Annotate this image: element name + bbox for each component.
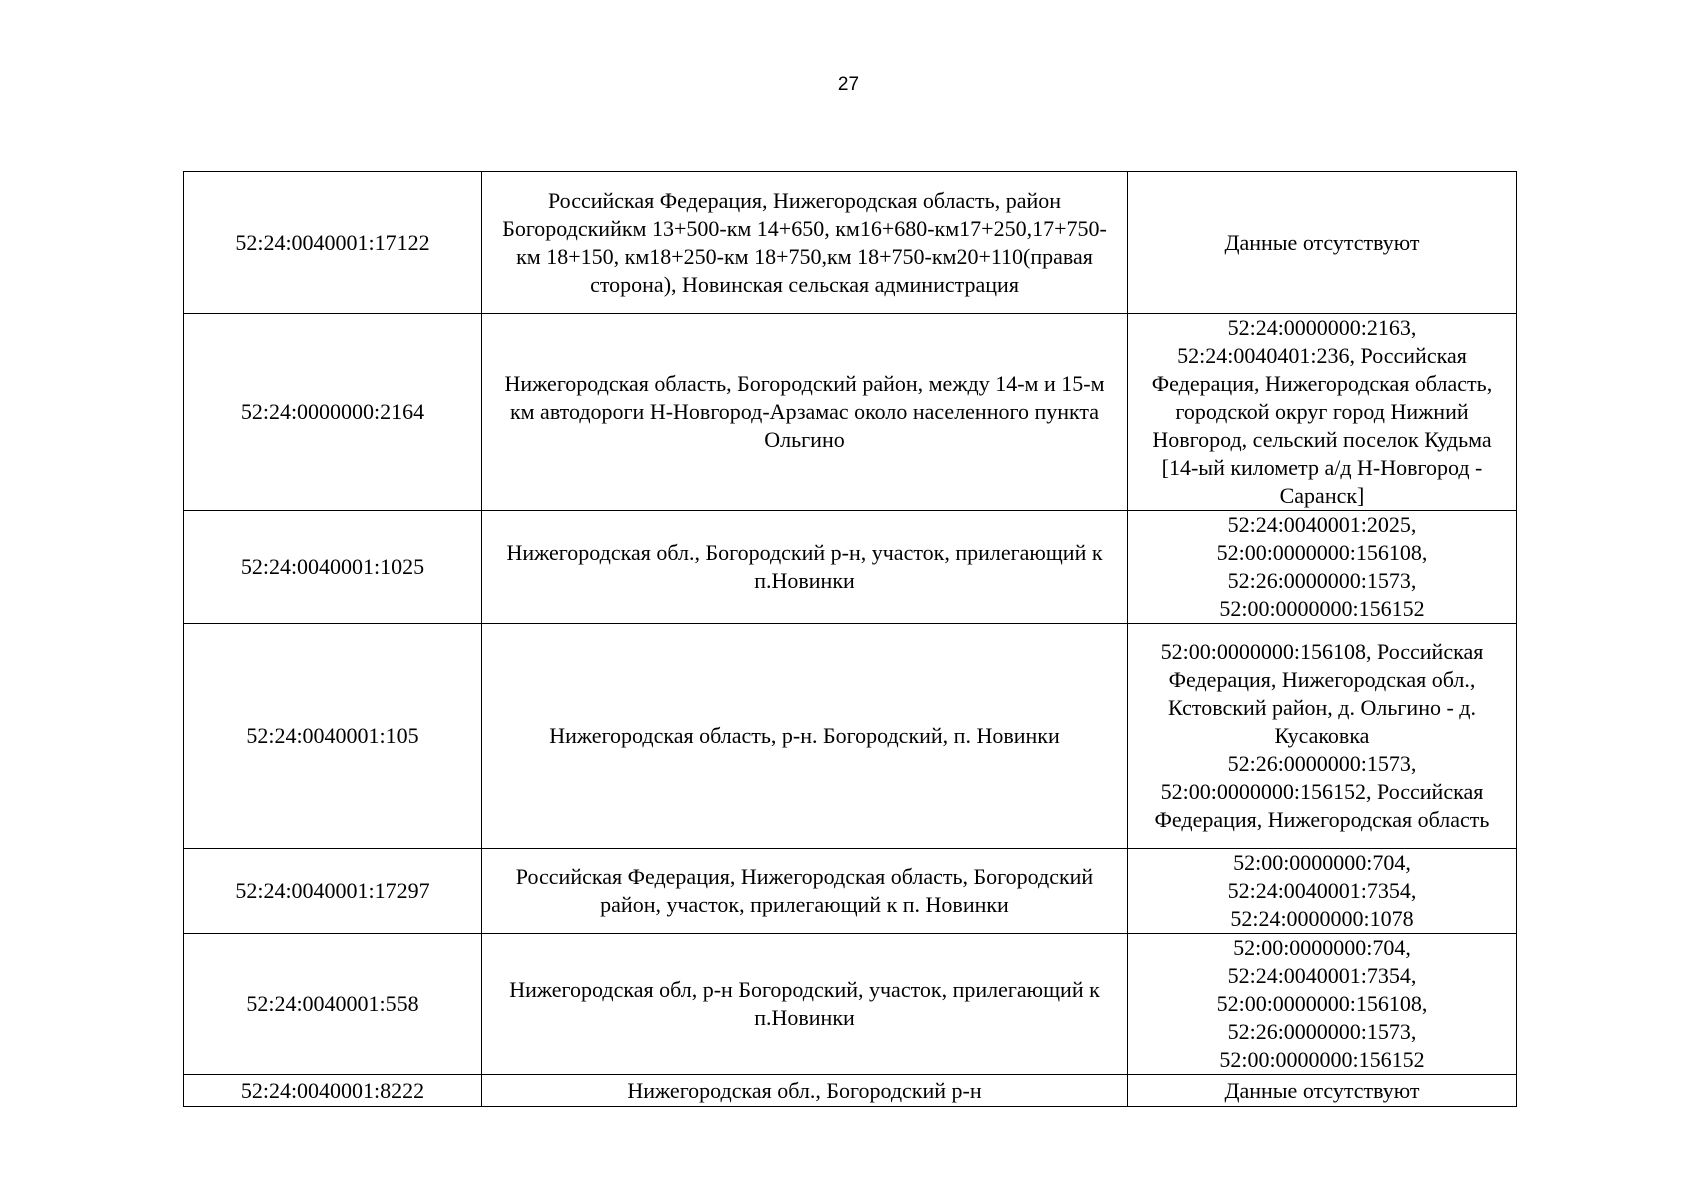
related-object: 52:00:0000000:156108, Российская Федерация, Нижегородская обл., Кстовский район, д. Ольгино - д. Кусаковка (1160, 639, 1484, 748)
page-number: 27 (837, 74, 860, 95)
cadastral-number-cell: 52:24:0000000:2164 (184, 314, 482, 511)
related-object: 52:24:0000000:2163, 52:24:0040401:236, Российская Федерация, Нижегородская область, городской округ город Нижний Новгород, сельский поселок Кудьма [14-ый километр а/д Н-Новгород - Саранск] (1151, 315, 1493, 508)
cadastral-number-cell: 52:24:0040001:1025 (184, 511, 482, 624)
address-cell: Российская Федерация, Нижегородская область, Богородский район, участок, прилегающий к п. Новинки (482, 849, 1128, 934)
related-objects-cell (1128, 1075, 1517, 1107)
table-row (184, 624, 1517, 849)
address-cell: Нижегородская область, р-н. Богородский, п. Новинки (482, 624, 1128, 849)
related-object: 52:00:0000000:156152 (1219, 1047, 1425, 1072)
address-cell: Российская Федерация, Нижегородская область, район Богородскийкм 13+500-км 14+650, км16+680-км17+250,17+750-км 18+150, км18+250-км 18+750,км 18+750-км20+110(правая сторона), Новинская сельская администрация (482, 172, 1128, 314)
related-object: 52:24:0000000:1078 (1230, 906, 1414, 931)
related-object: 52:00:0000000:156152 (1219, 596, 1425, 621)
related-object: 52:00:0000000:156152, Российская Федерация, Нижегородская область (1154, 779, 1490, 832)
cadastral-number-cell: 52:24:0040001:8222 (184, 1075, 482, 1107)
related-objects-cell (1128, 934, 1517, 1075)
related-object: 52:26:0000000:1573, (1227, 568, 1417, 593)
related-objects-cell (1128, 624, 1517, 849)
table-row (184, 934, 1517, 1075)
cadastral-number-cell: 52:24:0040001:105 (184, 624, 482, 849)
cadastral-number-cell: 52:24:0040001:558 (184, 934, 482, 1075)
related-object: 52:24:0040001:7354, (1227, 963, 1417, 988)
table-row (184, 172, 1517, 314)
related-objects-cell (1128, 511, 1517, 624)
address-cell: Нижегородская область, Богородский район, между 14-м и 15-м км автодороги Н-Новгород-Арзамас около населенного пункта Ольгино (482, 314, 1128, 511)
related-objects-cell (1128, 172, 1517, 314)
related-object: Данные отсутствуют (1224, 1077, 1420, 1103)
cadastral-table (183, 171, 1517, 1107)
related-objects-cell (1128, 314, 1517, 511)
table-row (184, 511, 1517, 624)
address-cell: Нижегородская обл., Богородский р-н, участок, прилегающий к п.Новинки (482, 511, 1128, 624)
related-objects-cell (1128, 849, 1517, 934)
table-row (184, 314, 1517, 511)
address-cell: Нижегородская обл., Богородский р-н (482, 1075, 1128, 1107)
related-object: 52:00:0000000:704, (1233, 850, 1411, 875)
table-row (184, 1075, 1517, 1107)
related-object: 52:00:0000000:156108, (1216, 540, 1428, 565)
related-object: 52:24:0040001:7354, (1227, 878, 1417, 903)
table-row (184, 849, 1517, 934)
address-cell: Нижегородская обл, р-н Богородский, участок, прилегающий к п.Новинки (482, 934, 1128, 1075)
related-object: Данные отсутствуют (1224, 229, 1420, 255)
cadastral-number-cell: 52:24:0040001:17122 (184, 172, 482, 314)
related-object: 52:26:0000000:1573, (1227, 1019, 1417, 1044)
related-object: 52:00:0000000:156108, (1216, 991, 1428, 1016)
cadastral-number-cell: 52:24:0040001:17297 (184, 849, 482, 934)
related-object: 52:00:0000000:704, (1233, 935, 1411, 960)
related-object: 52:26:0000000:1573, (1227, 751, 1417, 776)
related-object: 52:24:0040001:2025, (1227, 512, 1417, 537)
